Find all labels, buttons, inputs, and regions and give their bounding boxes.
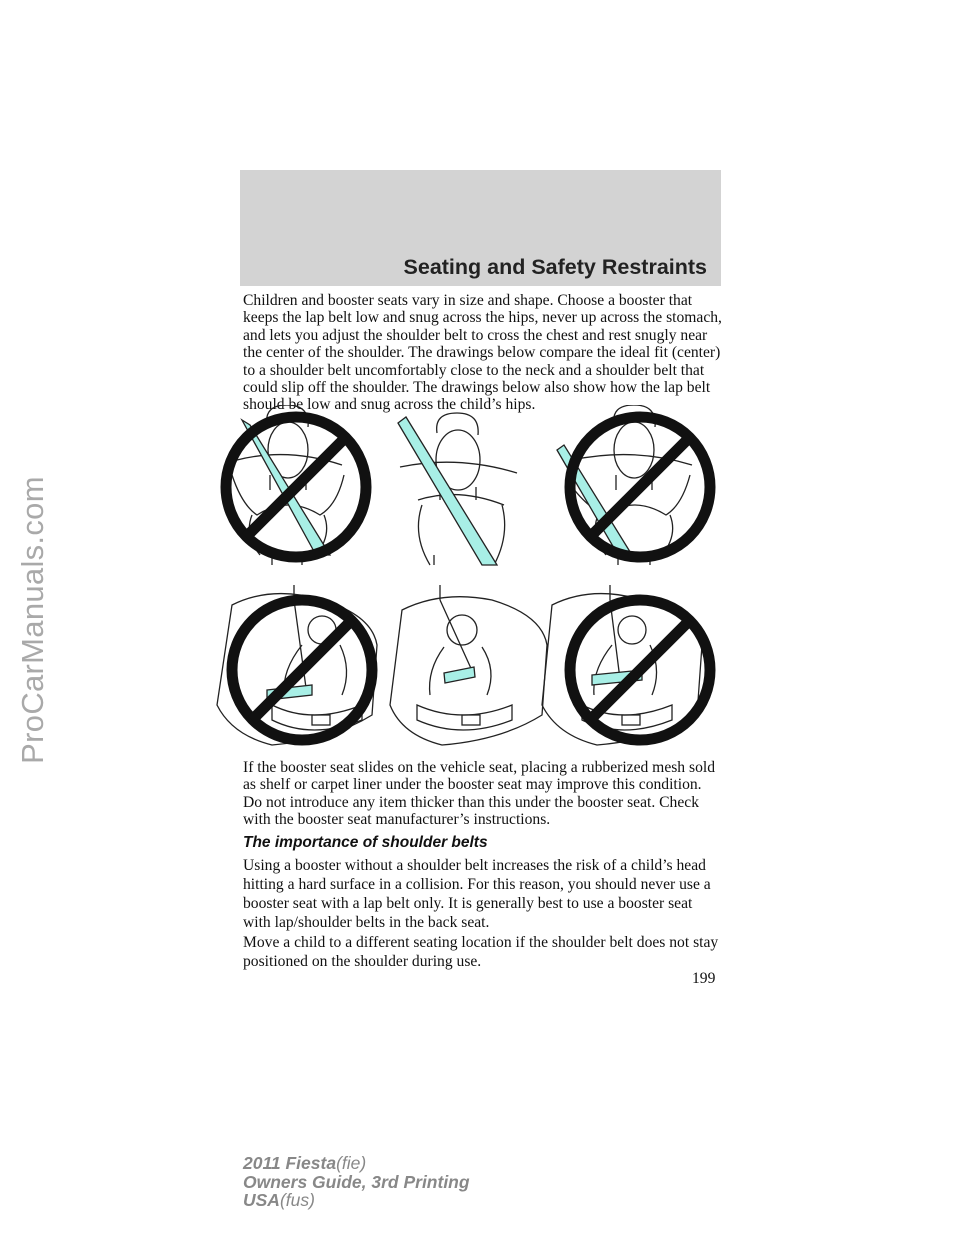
footer-model-code: (fie): [336, 1153, 367, 1173]
prohibit-sign-bottom-left: [232, 600, 372, 740]
risk-paragraph-block: [243, 856, 723, 932]
footer-guide-line: [243, 1173, 470, 1192]
section-header: [240, 170, 721, 286]
intro-paragraph: Children and booster seats vary in size and shape. Choose a booster that keeps the lap belt low and snug across the hips, never up across the stomach, and lets you adjust the shoulder belt to cross the chest and rest snugly near the center of the shoulder. The drawings below compare the ideal fit (center) to a shoulder belt uncomfortably close to the neck and a shoulder belt that could slip off the shoulder. The drawings below also show how the lap belt should be low and snug across the child’s hips.: [243, 292, 722, 414]
watermark: [8, 310, 58, 930]
mesh-paragraph-block: [243, 759, 723, 829]
footer-model-line: [243, 1154, 470, 1173]
footer-model: 2011 Fiesta: [243, 1153, 337, 1173]
shoulder-belts-heading: The importance of shoulder belts: [243, 834, 488, 851]
shoulder-panel-center: [398, 413, 517, 565]
footer-guide: Owners Guide, 3rd Printing: [243, 1171, 470, 1192]
footer-region: USA: [243, 1190, 280, 1210]
intro-paragraph-block: [243, 292, 723, 414]
footer-region-code: (fus): [279, 1190, 315, 1210]
booster-panel-center: [390, 585, 547, 745]
section-title: Seating and Safety Restraints: [403, 255, 707, 279]
footer-region-line: [243, 1191, 470, 1210]
prohibit-sign-top-left: [226, 417, 366, 557]
move-paragraph: Move a child to a different seating location if the shoulder belt does not stay positioned on the shoulder during use.: [243, 934, 719, 970]
prohibit-sign-top-right: [570, 417, 710, 557]
risk-paragraph: Using a booster without a shoulder belt increases the risk of a child’s head hitting a hard surface in a collision. For this reason, you should never use a booster seat with a lap belt only. It is generally best to use a booster seat with lap/shoulder belts in the back seat.: [243, 857, 711, 931]
footer: [243, 1154, 470, 1210]
mesh-paragraph: If the booster seat slides on the vehicle seat, placing a rubberized mesh sold as shelf or carpet liner under the booster seat may improve this condition. Do not introduce any item thicker than this under the booster seat. Check with the booster seat manufacturer’s instructions.: [243, 759, 715, 829]
belt-fit-illustrations: [212, 405, 722, 750]
move-paragraph-block: [243, 933, 723, 971]
page-number: 199: [692, 970, 716, 987]
watermark-text: ProCarManuals.com: [15, 476, 50, 764]
